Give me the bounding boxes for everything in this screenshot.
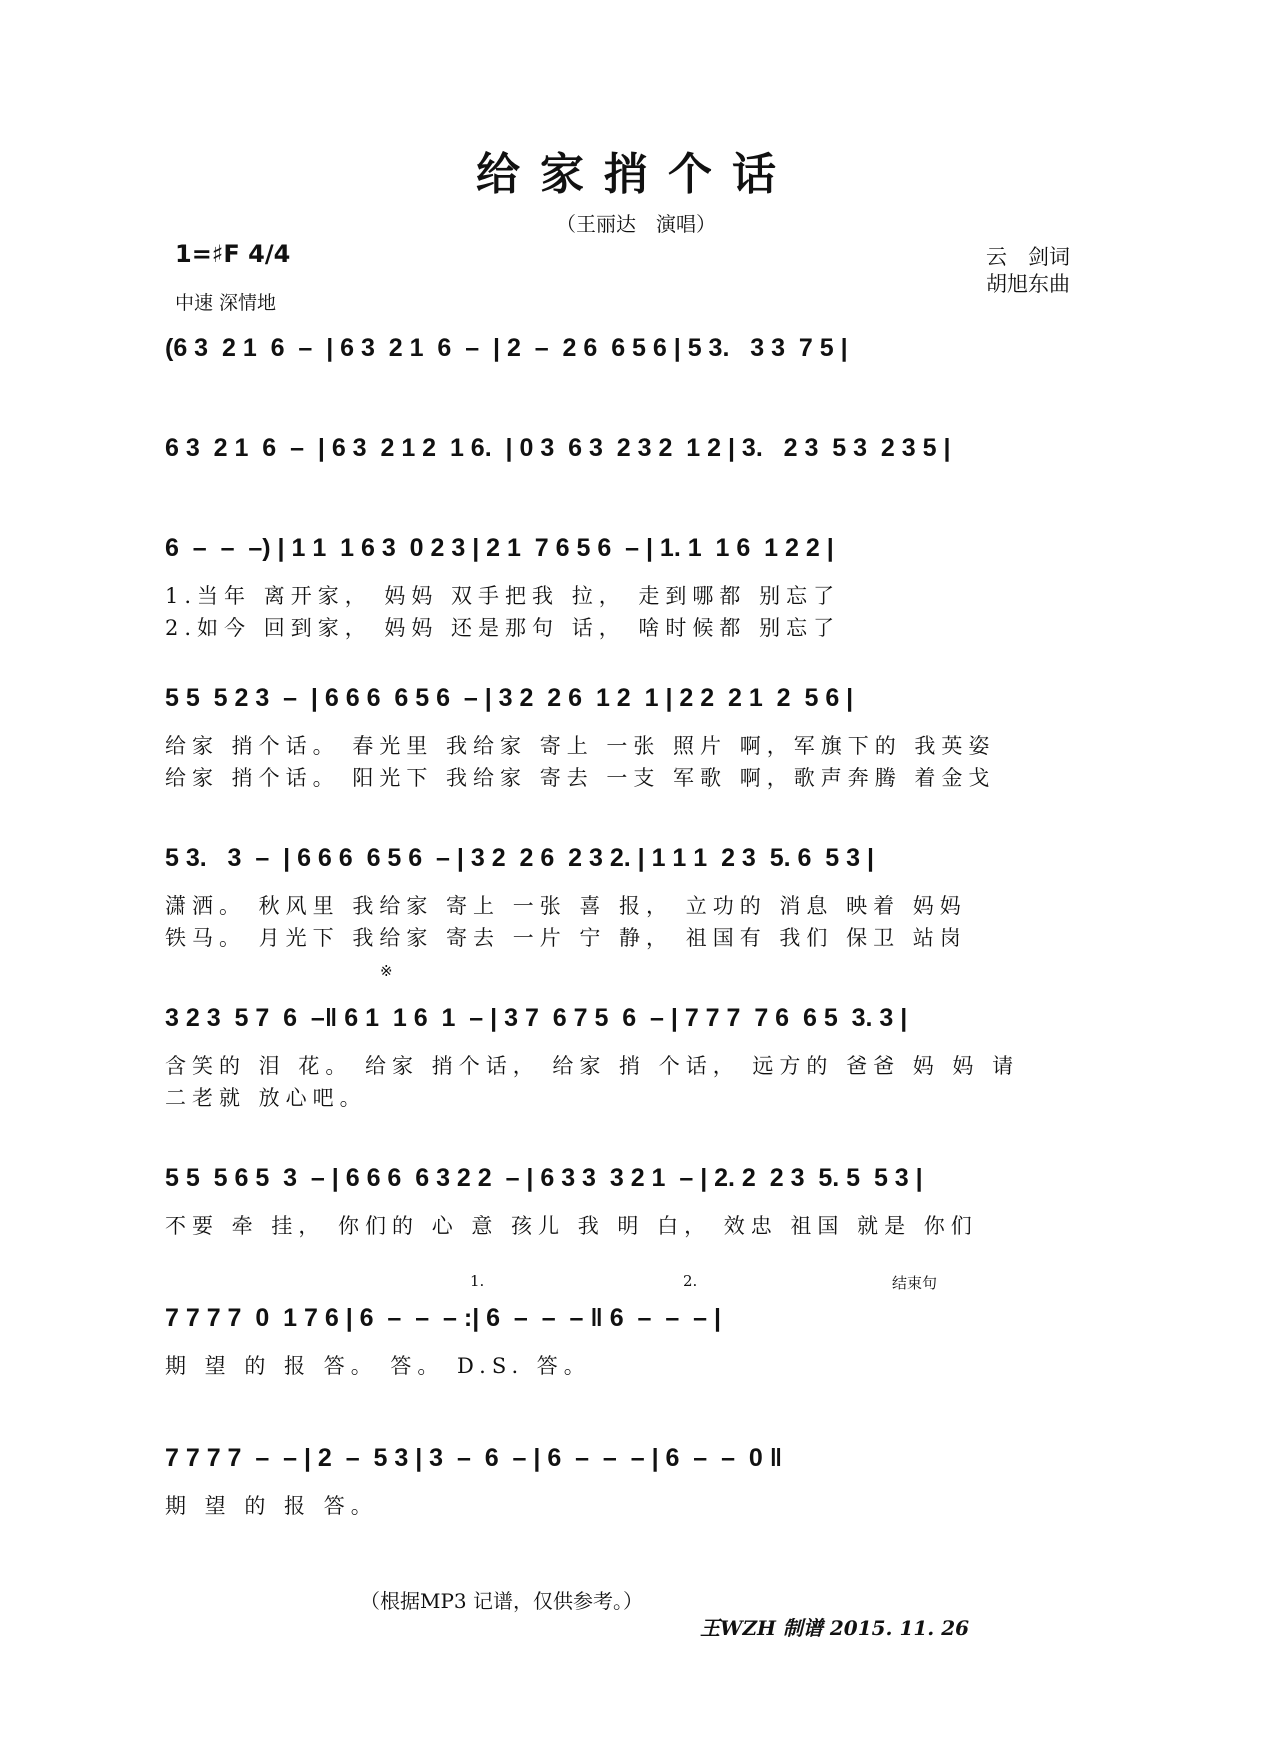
lyric-verse-2: 二老就 放心吧。 — [165, 1086, 367, 1110]
score-system-4 — [165, 670, 1125, 830]
score-system-6 — [165, 990, 1125, 1150]
notation-line: 6 3 2 1 6 – | 6 3 2 1 2 1 6. | 0 3 6 3 2 3 2 1 2 | 3. 2 3 5 3 2 3 5 | — [165, 434, 951, 462]
score-system-9 — [165, 1430, 1125, 1590]
lyric-verse-1: 含笑的 泪 花。 给家 捎个话， 给家 捎 个话， 远方的 爸爸 妈 妈 请 — [165, 1054, 1020, 1078]
notation-line: 6 – – –) | 1 1 1 6 3 0 2 3 | 2 1 7 6 5 6 – | 1. 1 1 6 1 2 2 | — [165, 534, 834, 562]
notation-line: 7 7 7 7 – – | 2 – 5 3 | 3 – 6 – | 6 – – – | 6 – – 0 ‖ — [165, 1444, 783, 1472]
lyric-verse-1: 潇洒。 秋风里 我给家 寄上 一张 喜 报， 立功的 消息 映着 妈妈 — [165, 894, 967, 918]
transcriber-signature: 王WZH 制谱 2015. 11. 26 — [700, 1616, 970, 1640]
footer-note: （根据MP3 记谱，仅供参考。） — [360, 1589, 644, 1613]
song-title: 给家捎个话 — [476, 149, 796, 200]
volta-1-mark: 1. — [470, 1272, 485, 1290]
ending-mark: 结束句 — [892, 1274, 938, 1292]
performer-subtitle: （王丽达 演唱） — [556, 212, 716, 236]
score-system-3 — [165, 520, 1125, 680]
lyric-verse-2: 给家 捎个话。 阳光下 我给家 寄去 一支 军歌 啊，歌声奔腾 着金戈 — [165, 766, 996, 790]
score-system-8 — [165, 1290, 1125, 1450]
lyric-verse-1: 期 望 的 报 答。 答。 D.S. 答。 — [165, 1354, 591, 1378]
composer: 胡旭东曲 — [986, 272, 1070, 296]
notation-line: (6 3 2 1 6 – | 6 3 2 1 6 – | 2 – 2 6 6 5 6 | 5 3. 3 3 7 5 | — [165, 334, 848, 362]
tempo-marking: 中速 深情地 — [175, 292, 277, 314]
notation-line: 3 2 3 5 7 6 –‖ 6 1 1 6 1 – | 3 7 6 7 5 6 – | 7 7 7 7 6 6 5 3. 3 | — [165, 1004, 908, 1032]
credits — [986, 244, 1070, 298]
notation-line: 5 5 5 6 5 3 – | 6 6 6 6 3 2 2 – | 6 3 3 3 2 1 – | 2. 2 2 3 5. 5 5 3 | — [165, 1164, 923, 1192]
notation-line: 5 5 5 2 3 – | 6 6 6 6 5 6 – | 3 2 2 6 1 2 1 | 2 2 2 1 2 5 6 | — [165, 684, 854, 712]
lyric-verse-2: 铁马。 月光下 我给家 寄去 一片 宁 静， 祖国有 我们 保卫 站岗 — [165, 926, 967, 950]
notation-line: 7 7 7 7 0 1 7 6 | 6 – – – :| 6 – – – ‖ 6 – – – | — [165, 1304, 721, 1332]
key-signature: 1=♯F 4/4 — [175, 240, 291, 268]
lyric-verse-1: 期 望 的 报 答。 — [165, 1494, 378, 1518]
segno-mark: ※ — [380, 962, 393, 980]
lyricist: 云 剑词 — [986, 245, 1070, 269]
lyric-verse-1: 不要 牵 挂， 你们的 心 意 孩儿 我 明 白， 效忠 祖国 就是 你们 — [165, 1214, 978, 1238]
lyric-verse-1: 给家 捎个话。 春光里 我给家 寄上 一张 照片 啊，军旗下的 我英姿 — [165, 734, 996, 758]
lyric-verse-2: 2.如今 回到家， 妈妈 还是那句 话， 啥时候都 别忘了 — [165, 616, 841, 640]
lyric-verse-1: 1.当年 离开家， 妈妈 双手把我 拉， 走到哪都 别忘了 — [165, 584, 841, 608]
volta-2-mark: 2. — [683, 1272, 698, 1290]
score-system-7 — [165, 1150, 1125, 1310]
notation-line: 5 3. 3 – | 6 6 6 6 5 6 – | 3 2 2 6 2 3 2. | 1 1 1 2 3 5. 6 5 3 | — [165, 844, 874, 872]
score-system-5 — [165, 830, 1125, 990]
